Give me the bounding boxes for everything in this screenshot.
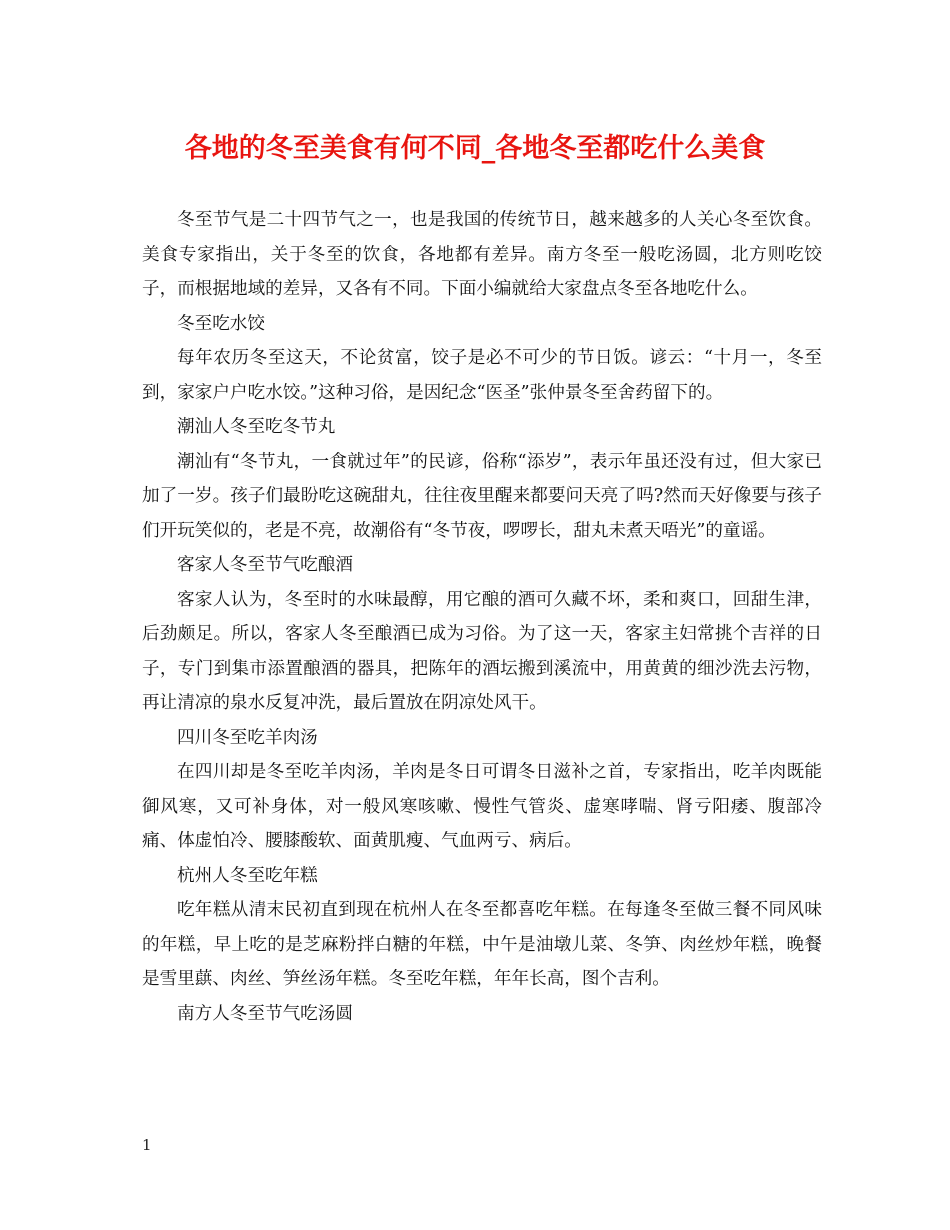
paragraph-hangzhou: 吃年糕从清末民初直到现在杭州人在冬至都喜吃年糕。在每逢冬至做三餐不同风味的年糕，早上吃的是芝麻粉拌白糖的年糕，中午是油墩儿菜、冬笋、肉丝炒年糕，晚餐是雪里蕻、肉丝、笋丝汤年糕。冬至吃年糕，年年长高，图个吉利。 [142, 900, 822, 989]
section-heading-south: 南方人冬至节气吃汤圆 [177, 1003, 353, 1024]
paragraph-chaoshan: 潮汕有“冬节丸，一食就过年”的民谚，俗称“添岁”，表示年虽还没有过，但大家已加了一岁。孩子们最盼吃这碗甜丸，往往夜里醒来都要问天亮了吗?然而天好像要与孩子们开玩笑似的，老是不亮，故潮俗有“冬节夜，啰啰长，甜丸未煮天唔光”的童谣。 [142, 451, 822, 541]
section-heading-chaoshan: 潮汕人冬至吃冬节丸 [177, 417, 336, 437]
section-heading-dumplings: 冬至吃水饺 [177, 313, 265, 334]
document-title: 各地的冬至美食有何不同_各地冬至都吃什么美食 [184, 133, 766, 164]
page-number: 1 [142, 1136, 152, 1154]
paragraph-dumplings: 每年农历冬至这天，不论贫富，饺子是必不可少的节日饭。谚云：“十月一，冬至到，家家户户吃水饺。”这种习俗，是因纪念“医圣”张仲景冬至舍药留下的。 [142, 348, 822, 403]
paragraph-hakka: 客家人认为，冬至时的水味最醇，用它酿的酒可久藏不坏，柔和爽口，回甜生津，后劲颇足。所以，客家人冬至酿酒已成为习俗。为了这一天，客家主妇常挑个吉祥的日子，专门到集市添置酿酒的器具，把陈年的酒坛搬到溪流中，用黄黄的细沙洗去污物，再让清凉的泉水反复冲洗，最后置放在阴凉处风干。 [142, 589, 822, 713]
paragraph-sichuan: 在四川却是冬至吃羊肉汤，羊肉是冬日可谓冬日滋补之首，专家指出，吃羊肉既能御风寒，又可补身体，对一般风寒咳嗽、慢性气管炎、虚寒哮喘、肾亏阳痿、腹部冷痛、体虚怕冷、腰膝酸软、面黄肌瘦、气血两亏、病后。 [142, 762, 822, 851]
section-heading-sichuan: 四川冬至吃羊肉汤 [177, 727, 318, 748]
section-heading-hangzhou: 杭州人冬至吃年糕 [177, 865, 318, 886]
document-body [142, 203, 822, 1031]
section-heading-hakka: 客家人冬至节气吃酿酒 [177, 555, 353, 575]
paragraph-intro: 冬至节气是二十四节气之一，也是我国的传统节日，越来越多的人关心冬至饮食。美食专家指出，关于冬至的饮食，各地都有差异。南方冬至一般吃汤圆，北方则吃饺子，而根据地域的差异，又各有不同。下面小编就给大家盘点冬至各地吃什么。 [142, 210, 822, 299]
